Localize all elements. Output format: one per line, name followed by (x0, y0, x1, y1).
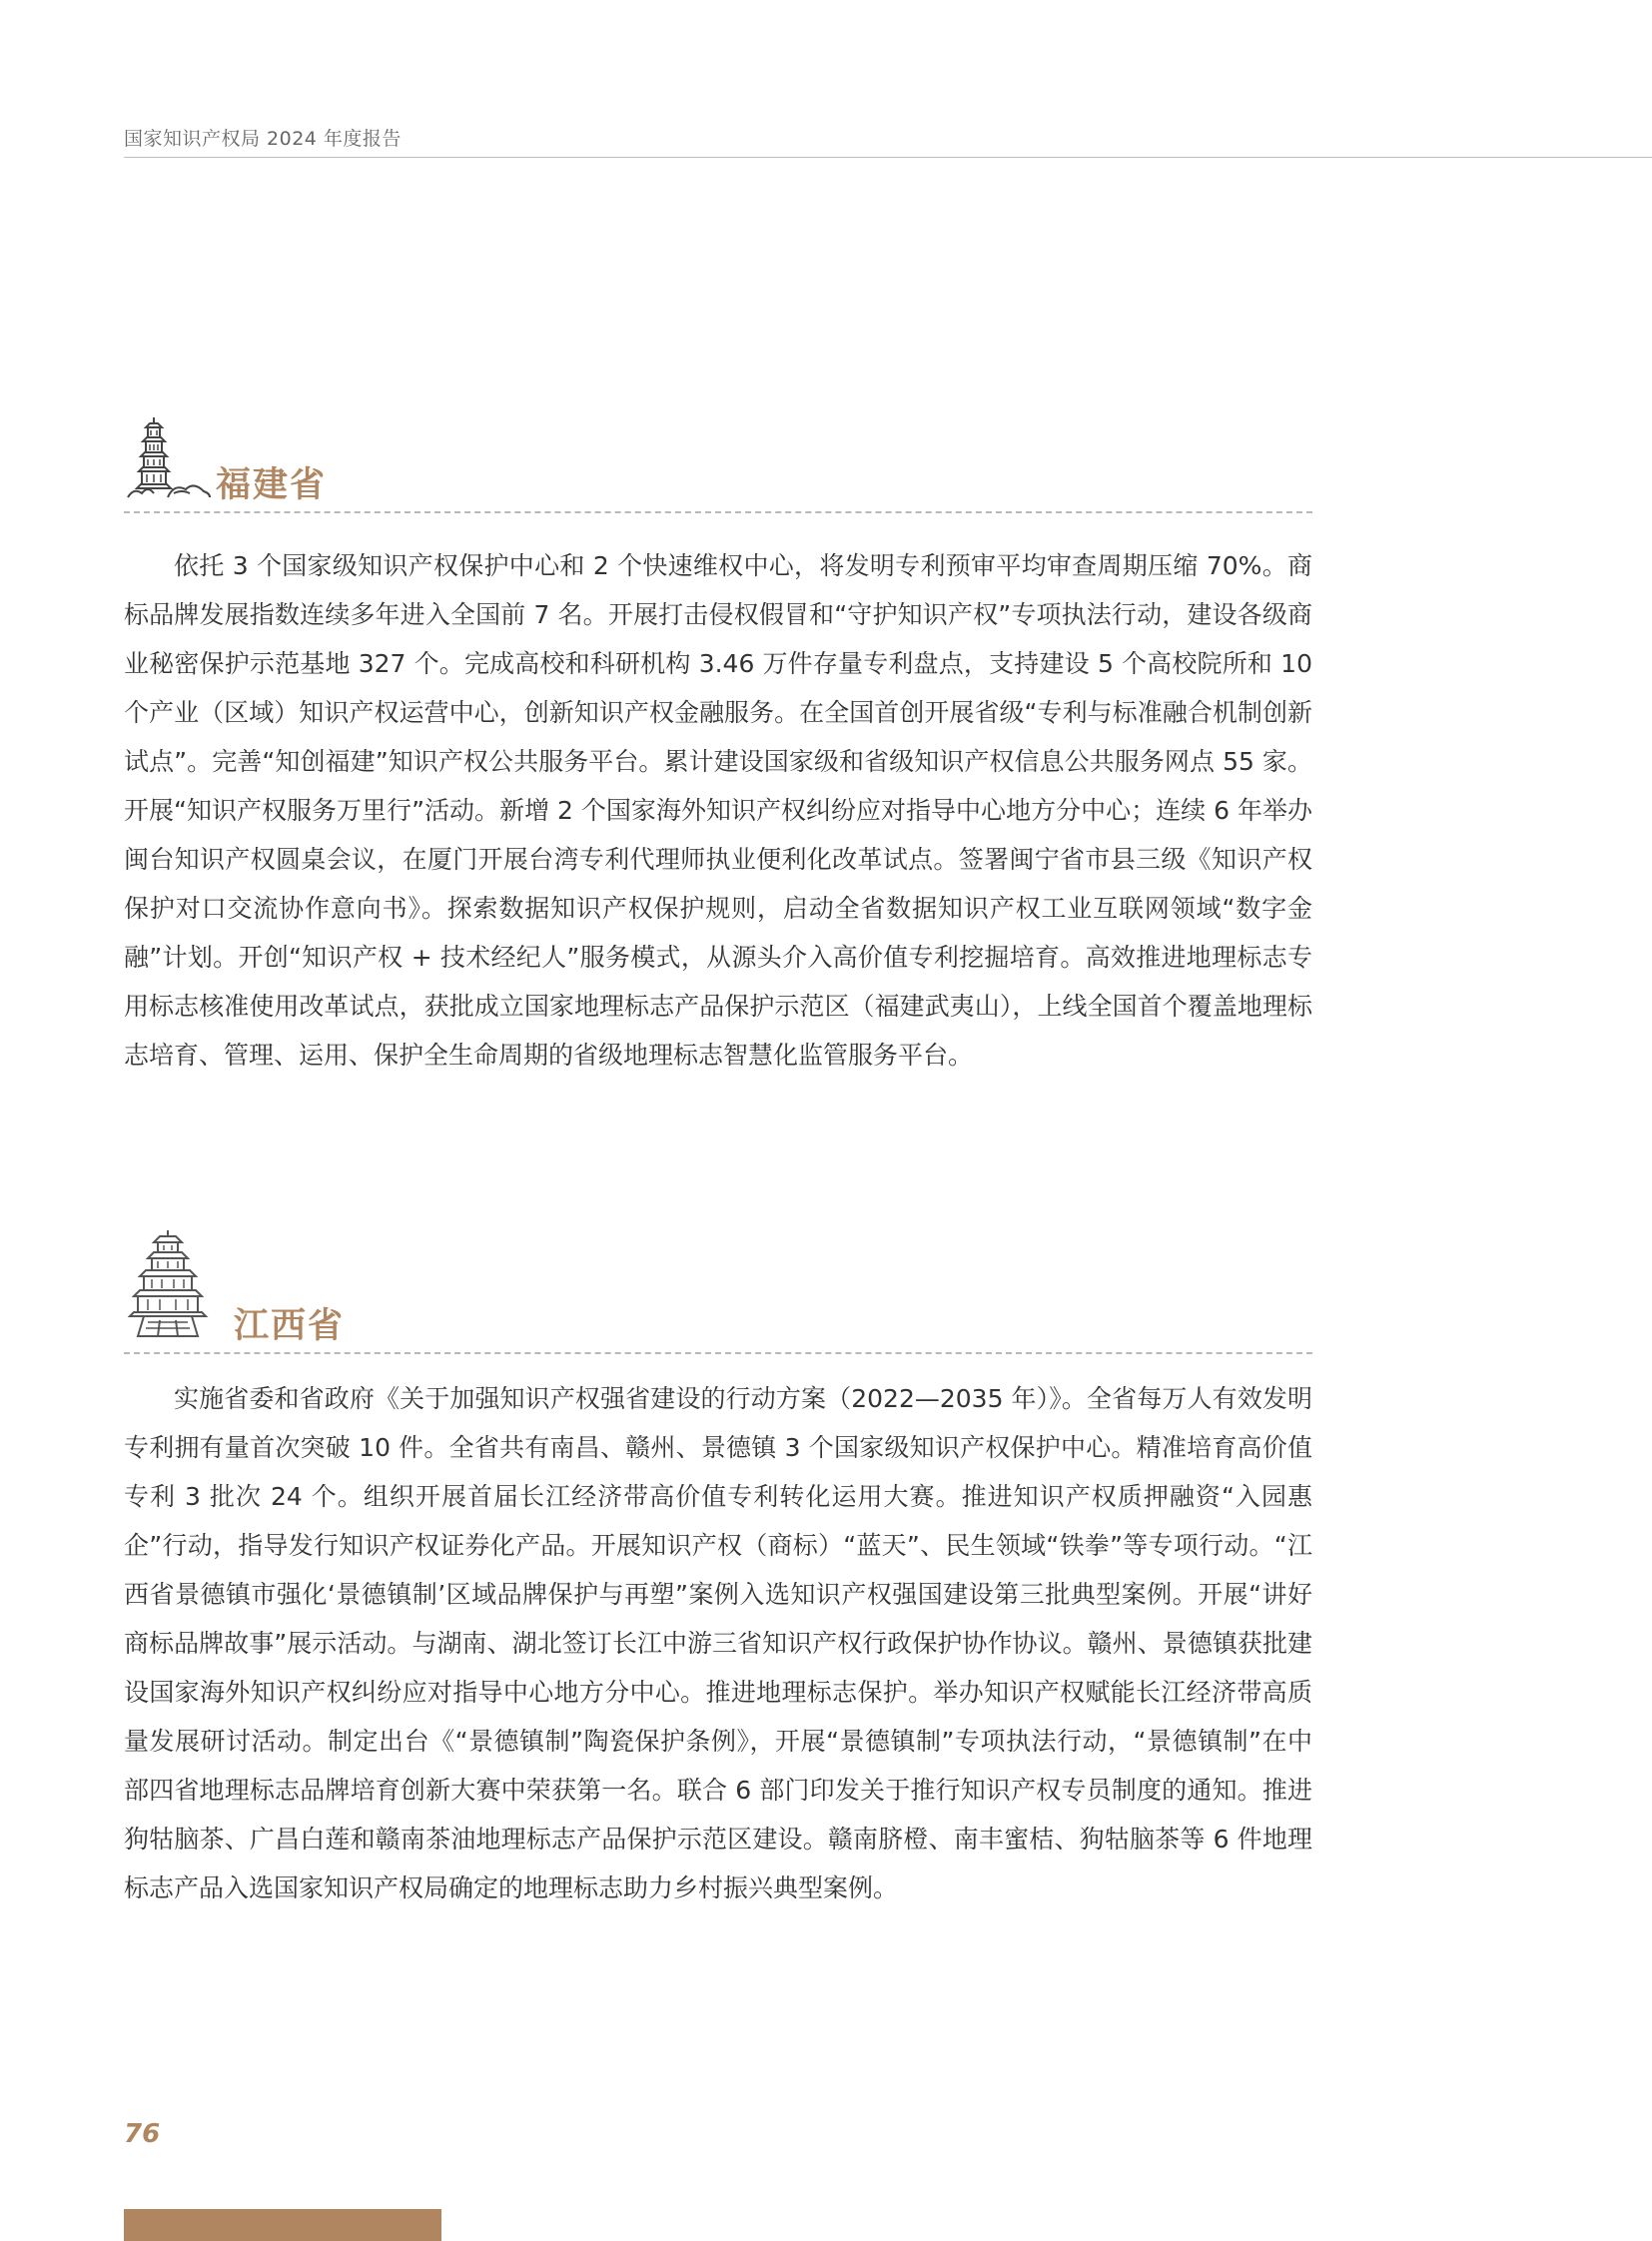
section-divider (124, 511, 1312, 513)
pagoda-icon (124, 413, 212, 503)
report-header-title: 国家知识产权局 2024 年度报告 (124, 128, 402, 150)
pavilion-icon (124, 1228, 220, 1344)
section-divider (124, 1352, 1312, 1354)
header-divider (124, 157, 1652, 158)
section-paragraph-fujian: 依托 3 个国家级知识产权保护中心和 2 个快速维权中心，将发明专利预审平均审查周期压缩 70%。商标品牌发展指数连续多年进入全国前 7 名。开展打击侵权假冒和“守护知识产权”专项执法行动，建设各级商业秘密保护示范基地 327 个。完成高校和科研机构 3.46 万件存量专利盘点，支持建设 5 个高校院所和 10 个产业（区域）知识产权运营中心，创新知识产权金融服务。在全国首创开展省级“专利与标准融合机制创新试点”。完善“知创福建”知识产权公共服务平台。累计建设国家级和省级知识产权信息公共服务网点 55 家。开展“知识产权服务万里行”活动。新增 2 个国家海外知识产权纠纷应对指导中心地方分中心；连续 6 年举办闽台知识产权圆桌会议，在厦门开展台湾专利代理师执业便利化改革试点。签署闽宁省市县三级《知识产权保护对口交流协作意向书》。探索数据知识产权保护规则，启动全省数据知识产权工业互联网领域“数字金融”计划。开创“知识产权 + 技术经纪人”服务模式，从源头介入高价值专利挖掘培育。高效推进地理标志专用标志核准使用改革试点，获批成立国家地理标志产品保护示范区（福建武夷山），上线全国首个覆盖地理标志培育、管理、运用、保护全生命周期的省级地理标志智慧化监管服务平台。 (124, 551, 1312, 1070)
section-header-fujian (124, 419, 1312, 513)
section-title-jiangxi: 江西省 (234, 1306, 346, 1346)
section-title-fujian: 福建省 (216, 465, 328, 505)
section-header-jiangxi (124, 1230, 1312, 1354)
footer-accent-bar (124, 2209, 441, 2241)
section-paragraph-jiangxi: 实施省委和省政府《关于加强知识产权强省建设的行动方案（2022—2035 年）》。全省每万人有效发明专利拥有量首次突破 10 件。全省共有南昌、赣州、景德镇 3 个国家级知识产权保护中心。精准培育高价值专利 3 批次 24 个。组织开展首届长江经济带高价值专利转化运用大赛。推进知识产权质押融资“入园惠企”行动，指导发行知识产权证券化产品。开展知识产权（商标）“蓝天”、民生领域“铁拳”等专项行动。“江西省景德镇市强化‘景德镇制’区域品牌保护与再塑”案例入选知识产权强国建设第三批典型案例。开展“讲好商标品牌故事”展示活动。与湖南、湖北签订长江中游三省知识产权行政保护协作协议。赣州、景德镇获批建设国家海外知识产权纠纷应对指导中心地方分中心。推进地理标志保护。举办知识产权赋能长江经济带高质量发展研讨活动。制定出台《“景德镇制”陶瓷保护条例》，开展“景德镇制”专项执法行动，“景德镇制”在中部四省地理标志品牌培育创新大赛中荣获第一名。联合 6 部门印发关于推行知识产权专员制度的通知。推进狗牯脑茶、广昌白莲和赣南茶油地理标志产品保护示范区建设。赣南脐橙、南丰蜜桔、狗牯脑茶等 6 件地理标志产品入选国家知识产权局确定的地理标志助力乡村振兴典型案例。 (124, 1384, 1312, 1902)
page-number: 76 (124, 2119, 161, 2149)
